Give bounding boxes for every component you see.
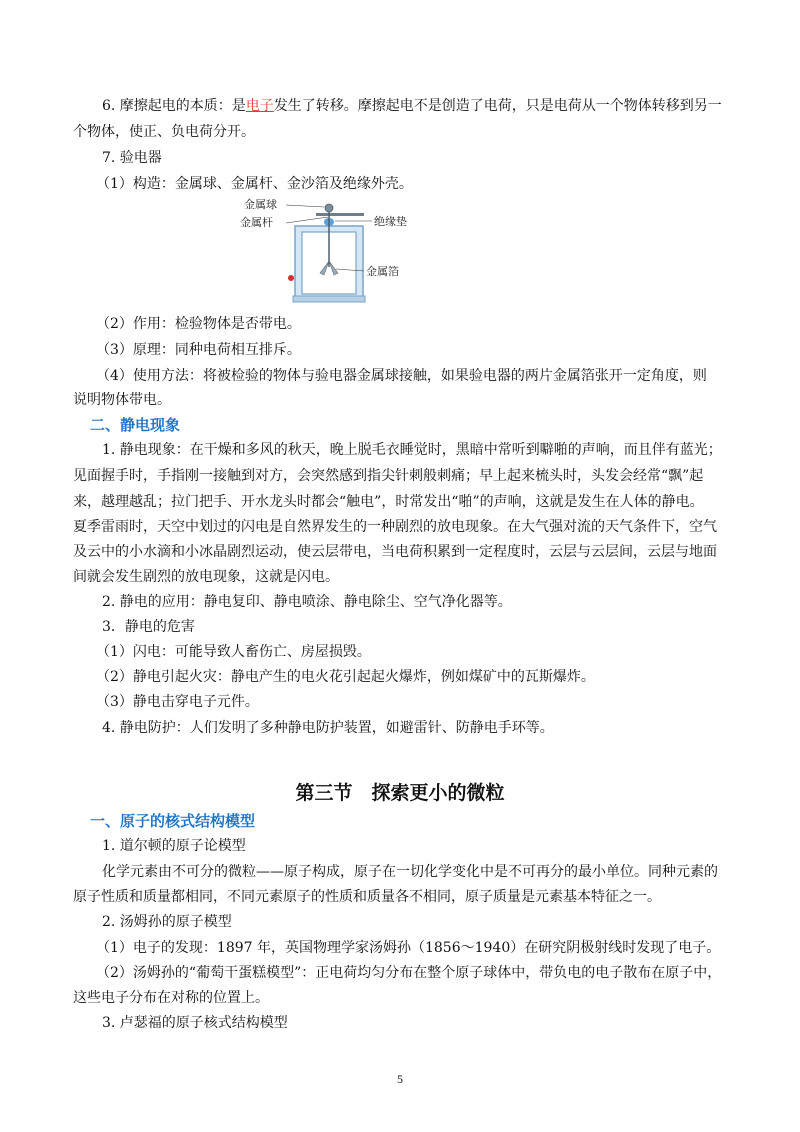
heading-static-electricity: 二、静电现象 bbox=[90, 416, 181, 434]
item-7-function: （2）作用：检验物体是否带电。 bbox=[96, 316, 301, 332]
label-metal-rod: 金属杆 bbox=[240, 216, 273, 229]
section-title: 第三节 探索更小的微粒 bbox=[295, 782, 505, 804]
dalton-line-1: 化学元素由不可分的微粒——原子构成，原子在一切化学变化中是不可再分的最小单位。同种元素的 bbox=[102, 864, 718, 880]
static-phenomenon-line-3: 来，越理越乱；拉门把手、开水龙头时都会“触电”，时常发出“啪”的声响，这就是发生在人体的静电。 bbox=[73, 494, 704, 510]
static-phenomenon-line-2: 见面握手时，手指刚一接触到对方，会突然感到指尖针刺般刺痛；早上起来梳头时，头发会经常“飘”起 bbox=[73, 468, 704, 484]
paragraph-6-continuation: 个物体，使正、负电荷分开。 bbox=[73, 124, 255, 140]
static-hazard-2: （2）静电引起火灾：静电产生的电火花引起起火爆炸，例如煤矿中的瓦斯爆炸。 bbox=[96, 669, 595, 685]
static-protection: 4. 静电防护：人们发明了多种静电防护装置，如避雷针、防静电手环等。 bbox=[102, 720, 554, 736]
thomson-item-2: （2）汤姆孙的“葡萄干蛋糕模型”：正电荷均匀分布在整个原子球体中，带负电的电子散布在原子中， bbox=[96, 965, 722, 981]
item-7-construction: （1）构造：金属球、金属杆、金沙箔及绝缘外壳。 bbox=[96, 176, 413, 192]
thomson-item-2-continuation: 这些电子分布在对称的位置上。 bbox=[73, 990, 269, 1006]
label-metal-foil: 金属箔 bbox=[366, 265, 399, 278]
p6-text-prefix: 6. 摩擦起电的本质：是 bbox=[102, 98, 246, 114]
static-phenomenon-line-1: 1. 静电现象：在干燥和多风的秋天，晚上脱毛衣睡觉时，黑暗中常听到噼啪的声响，而且伴有蓝光； bbox=[102, 442, 722, 458]
thomson-item-1: （1）电子的发现：1897 年，英国物理学家汤姆孙（1856～1940）在研究阴极射线时发现了电子。 bbox=[96, 940, 721, 956]
highlighted-term-electron: 电子 bbox=[245, 98, 274, 114]
item-7-usage: （4）使用方法：将被检验的物体与验电器金属球接触，如果验电器的两片金属箔张开一定角度，则 bbox=[96, 368, 707, 384]
item-7-principle: （3）原理：同种电荷相互排斥。 bbox=[96, 342, 301, 358]
static-hazards-title: 3．静电的危害 bbox=[102, 619, 195, 635]
rutherford-title: 3. 卢瑟福的原子核式结构模型 bbox=[102, 1015, 288, 1031]
static-hazard-3: （3）静电击穿电子元件。 bbox=[96, 694, 259, 710]
label-metal-ball: 金属球 bbox=[244, 198, 277, 211]
electroscope-figure bbox=[240, 195, 420, 307]
static-phenomenon-line-6: 间就会发生剧烈的放电现象，这就是闪电。 bbox=[73, 569, 339, 585]
page-number: 5 bbox=[397, 1072, 403, 1086]
label-insulating-pad: 绝缘垫 bbox=[374, 215, 407, 228]
thomson-title: 2. 汤姆孙的原子模型 bbox=[102, 914, 232, 930]
static-phenomenon-line-4: 夏季雷雨时，天空中划过的闪电是自然界发生的一种剧烈的放电现象。在大气强对流的天气条件下，空气 bbox=[73, 519, 717, 535]
static-hazard-1: （1）闪电：可能导致人畜伤亡、房屋损毁。 bbox=[96, 644, 371, 660]
paragraph-6 bbox=[102, 96, 722, 116]
heading-atomic-model: 一、原子的核式结构模型 bbox=[90, 812, 256, 830]
item-7-title: 7. 验电器 bbox=[102, 150, 162, 166]
static-applications: 2. 静电的应用：静电复印、静电喷涂、静电除尘、空气净化器等。 bbox=[102, 594, 512, 610]
dalton-line-2: 原子性质和质量都相同，不同元素原子的性质和质量各不相同，原子质量是元素基本特征之一。 bbox=[73, 889, 661, 905]
item-7-usage-continuation: 说明物体带电。 bbox=[73, 392, 171, 408]
dalton-title: 1. 道尔顿的原子论模型 bbox=[102, 838, 246, 854]
p6-text-suffix: 发生了转移。摩擦起电不是创造了电荷，只是电荷从一个物体转移到另一 bbox=[273, 98, 722, 114]
static-phenomenon-line-5: 及云中的小水滴和小冰晶剧烈运动，使云层带电，当电荷积累到一定程度时，云层与云层间，云层与地面 bbox=[73, 544, 717, 560]
